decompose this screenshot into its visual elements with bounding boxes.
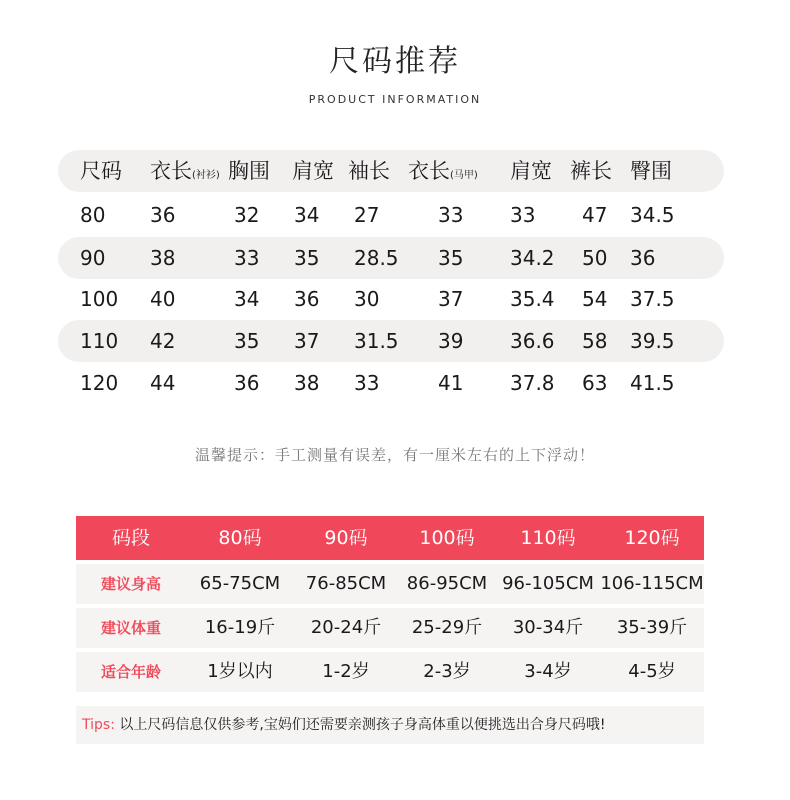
size-table-cell: 90 xyxy=(80,246,106,270)
size-table-cell: 36 xyxy=(630,246,656,270)
fit-table-row xyxy=(76,652,704,692)
size-table-header xyxy=(510,150,552,192)
size-table-cell: 31.5 xyxy=(354,329,399,353)
fit-table-header-row xyxy=(76,516,704,560)
measurement-note: 温馨提示：手工测量有误差，有一厘米左右的上下浮动！ xyxy=(194,446,595,464)
size-table-cell: 38 xyxy=(294,371,320,395)
size-table-cell: 100 xyxy=(80,287,119,311)
fit-table-cell: 4-5岁 xyxy=(628,661,676,682)
size-table-header xyxy=(292,150,334,192)
size-table-cell: 35.4 xyxy=(510,287,555,311)
fit-table xyxy=(76,516,704,692)
fit-table-header: 80码 xyxy=(218,527,262,549)
size-table-cell: 38 xyxy=(150,246,176,270)
header-note: (衬衫) xyxy=(192,170,220,181)
size-table-cell: 120 xyxy=(80,371,119,395)
fit-table-row-label: 建议身高 xyxy=(100,575,161,593)
size-table-cell: 39.5 xyxy=(630,329,675,353)
size-table-row xyxy=(58,362,724,404)
header-label: 尺码 xyxy=(80,159,122,183)
fit-table-cell: 16-19斤 xyxy=(204,617,276,638)
fit-table-cell: 76-85CM xyxy=(305,573,387,594)
size-table-cell: 34 xyxy=(234,287,260,311)
size-table-cell: 41.5 xyxy=(630,371,675,395)
fit-table-cell: 20-24斤 xyxy=(310,617,382,638)
header-label: 衣长 xyxy=(408,159,450,183)
size-table-cell: 37.8 xyxy=(510,371,555,395)
header-label: 裤长 xyxy=(570,159,612,183)
size-table-header xyxy=(630,150,672,192)
size-table-cell: 37 xyxy=(438,287,464,311)
fit-table-cell: 35-39斤 xyxy=(616,617,688,638)
tips-bar xyxy=(76,706,704,744)
size-table-cell: 54 xyxy=(582,287,608,311)
header-label: 肩宽 xyxy=(510,159,552,183)
size-table-header xyxy=(228,150,270,192)
size-table-cell: 47 xyxy=(582,203,608,227)
size-table-header xyxy=(80,150,122,192)
size-table-cell: 33 xyxy=(234,246,260,270)
size-table-cell: 42 xyxy=(150,329,176,353)
page-title: 尺码推荐 xyxy=(329,44,461,79)
size-table-cell: 36 xyxy=(150,203,176,227)
fit-table-cell: 3-4岁 xyxy=(524,661,572,682)
fit-table-cell: 1岁以内 xyxy=(207,661,273,682)
fit-table-header: 100码 xyxy=(419,527,475,549)
size-table-row xyxy=(58,194,724,236)
fit-table-cell: 86-95CM xyxy=(406,573,488,594)
size-table-row xyxy=(58,237,724,279)
size-table-header-row xyxy=(58,150,724,192)
size-table-cell: 37 xyxy=(294,329,320,353)
fit-table-header: 码段 xyxy=(111,527,150,549)
size-table-cell: 63 xyxy=(582,371,608,395)
size-table-header xyxy=(348,150,390,192)
fit-table-row-label: 建议体重 xyxy=(100,619,161,637)
size-table-cell: 35 xyxy=(294,246,320,270)
fit-table-cell: 25-29斤 xyxy=(411,617,483,638)
page-subtitle: PRODUCT INFORMATION xyxy=(308,93,482,106)
fit-table-cell: 2-3岁 xyxy=(423,661,471,682)
size-table-cell: 41 xyxy=(438,371,464,395)
size-table-cell: 36.6 xyxy=(510,329,555,353)
size-table-header xyxy=(570,150,612,192)
fit-table-row xyxy=(76,564,704,604)
size-table-cell: 34 xyxy=(294,203,320,227)
fit-table-row xyxy=(76,608,704,648)
size-table-cell: 35 xyxy=(438,246,464,270)
size-table-cell: 27 xyxy=(354,203,380,227)
size-table-cell: 39 xyxy=(438,329,464,353)
size-table-cell: 34.5 xyxy=(630,203,675,227)
size-table-cell: 30 xyxy=(354,287,380,311)
header-label: 肩宽 xyxy=(292,159,334,183)
size-table-header xyxy=(408,150,478,192)
header-note: (马甲) xyxy=(450,170,478,181)
size-table-cell: 37.5 xyxy=(630,287,675,311)
header-label: 袖长 xyxy=(348,159,390,183)
size-table-cell: 34.2 xyxy=(510,246,555,270)
size-table-row xyxy=(58,320,724,362)
tips-label: Tips: xyxy=(82,717,115,733)
header-label: 衣长 xyxy=(150,159,192,183)
size-table-cell: 28.5 xyxy=(354,246,399,270)
fit-table-row-label: 适合年龄 xyxy=(100,663,161,681)
fit-table-header: 110码 xyxy=(520,527,576,549)
fit-table-cell: 1-2岁 xyxy=(322,661,370,682)
size-table-cell: 33 xyxy=(438,203,464,227)
fit-table-header: 120码 xyxy=(624,527,680,549)
fit-table-header: 90码 xyxy=(324,527,368,549)
size-table-cell: 40 xyxy=(150,287,176,311)
header-label: 臀围 xyxy=(630,159,672,183)
size-table-cell: 32 xyxy=(234,203,260,227)
tips-text: 以上尺码信息仅供参考,宝妈们还需要亲测孩子身高体重以便挑选出合身尺码哦! xyxy=(114,717,606,733)
size-table-cell: 50 xyxy=(582,246,608,270)
size-table-header xyxy=(150,150,220,192)
size-table-cell: 44 xyxy=(150,371,176,395)
fit-table-cell: 96-105CM xyxy=(502,573,594,594)
size-table-cell: 35 xyxy=(234,329,260,353)
size-table-cell: 33 xyxy=(510,203,536,227)
size-table-cell: 80 xyxy=(80,203,106,227)
size-table-cell: 36 xyxy=(294,287,320,311)
header-label: 胸围 xyxy=(228,159,270,183)
size-table-row xyxy=(58,278,724,320)
fit-table-cell: 65-75CM xyxy=(199,573,281,594)
size-table-cell: 36 xyxy=(234,371,260,395)
size-table-cell: 58 xyxy=(582,329,608,353)
size-table-cell: 33 xyxy=(354,371,380,395)
fit-table-cell: 106-115CM xyxy=(600,573,704,594)
fit-table-cell: 30-34斤 xyxy=(512,617,584,638)
size-table-cell: 110 xyxy=(80,329,119,353)
